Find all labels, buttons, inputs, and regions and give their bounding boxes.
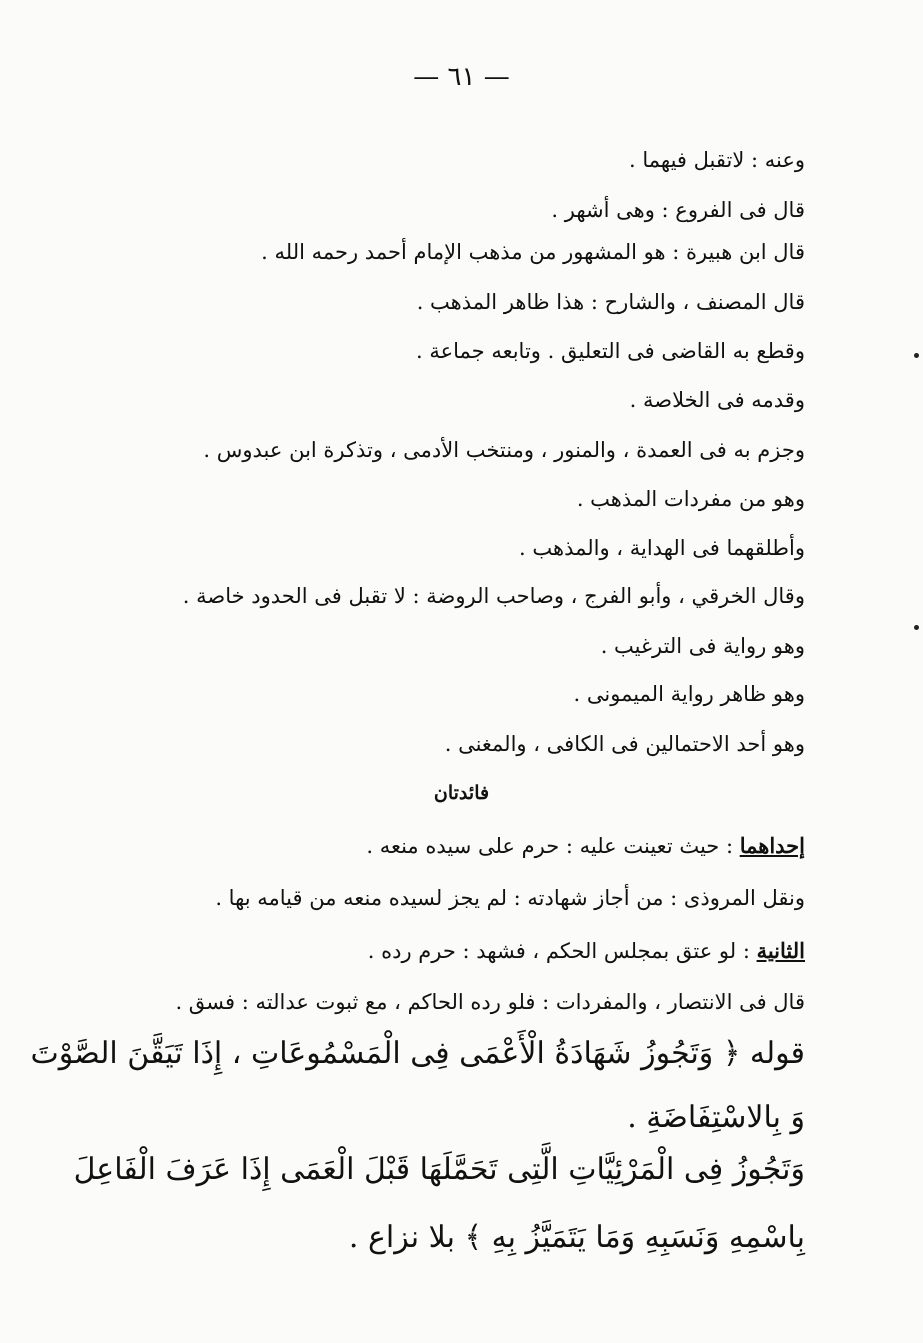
matn-line: قوله ﴿ وَتَجُوزُ شَهَادَةُ الْأَعْمَى فِى الْمَسْمُوعَاتِ ، إِذَا تَيَقَّنَ الصَّوْتَ — [30, 1036, 805, 1071]
text-line: وقدمه فى الخلاصة . — [629, 388, 805, 412]
margin-dot — [914, 625, 919, 630]
fawaid-lead: الثانية — [756, 938, 805, 963]
matn-line: وَتَجُوزُ فِى الْمَرْئِيَّاتِ الَّتِى تَحَمَّلَهَا قَبْلَ الْعَمَى إِذَا عَرَفَ الْفَاعِلَ — [73, 1152, 805, 1187]
text-line: وهو رواية فى الترغيب . — [600, 634, 805, 658]
text-line: وعنه : لاتقبل فيهما . — [629, 148, 805, 172]
margin-dot — [914, 353, 919, 358]
fawaid-lead: إحداهما — [739, 833, 805, 858]
fawaid-line — [366, 832, 805, 860]
text-line: وهو أحد الاحتمالين فى الكافى ، والمغنى . — [444, 732, 805, 756]
fawaid-text: : حيث تعينت عليه : حرم على سيده منعه . — [366, 834, 740, 858]
text-line: وقطع به القاضى فى التعليق . وتابعه جماعة . — [415, 339, 805, 363]
page-number: — ٦١ — — [413, 62, 510, 92]
matn-line: بِاسْمِهِ وَنَسَبِهِ وَمَا يَتَمَيَّزُ بِهِ ﴾ بلا نزاع . — [348, 1220, 805, 1255]
text-line: وهو ظاهر رواية الميمونى . — [573, 682, 805, 706]
text-line: وجزم به فى العمدة ، والمنور ، ومنتخب الأدمى ، وتذكرة ابن عبدوس . — [203, 438, 805, 462]
text-line: قال ابن هبيرة : هو المشهور من مذهب الإمام أحمد رحمه الله . — [261, 240, 805, 264]
fawaid-line — [368, 937, 805, 965]
fawaid-text: قال فى الانتصار ، والمفردات : فلو رده الحاكم ، مع ثبوت عدالته : فسق . — [175, 990, 805, 1014]
fawaid-line — [215, 884, 805, 912]
text-line: وهو من مفردات المذهب . — [576, 487, 805, 511]
section-heading: فائدتان — [433, 782, 490, 804]
text-line: قال المصنف ، والشارح : هذا ظاهر المذهب . — [416, 290, 805, 314]
text-line: قال فى الفروع : وهى أشهر . — [551, 198, 805, 222]
fawaid-text: ونقل المروذى : من أجاز شهادته : لم يجز لسيده منعه من قيامه بها . — [215, 886, 805, 910]
text-line: وأطلقهما فى الهداية ، والمذهب . — [519, 536, 805, 560]
matn-line: وَ بِالاسْتِفَاضَةِ . — [627, 1100, 805, 1135]
text-line: وقال الخرقي ، وأبو الفرج ، وصاحب الروضة : لا تقبل فى الحدود خاصة . — [182, 584, 805, 608]
fawaid-line — [175, 988, 805, 1016]
fawaid-text: : لو عتق بمجلس الحكم ، فشهد : حرم رده . — [367, 939, 757, 963]
